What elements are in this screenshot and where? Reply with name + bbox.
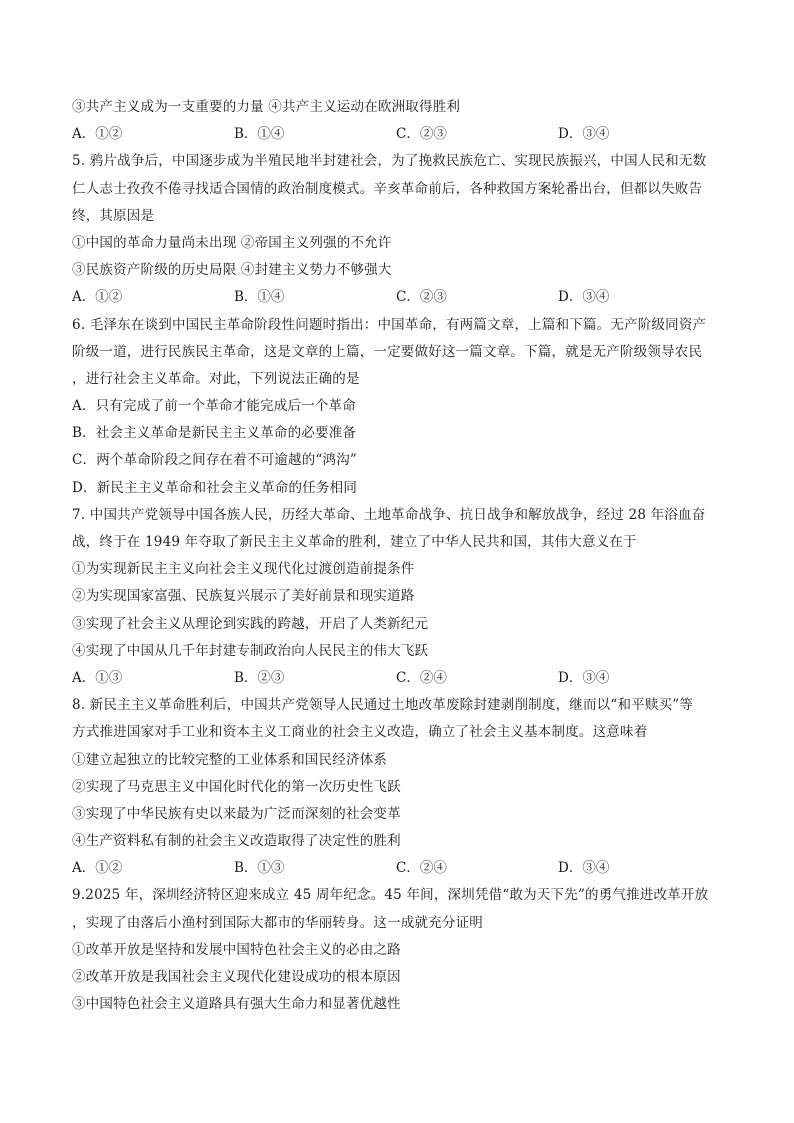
answer-option: D．③④ xyxy=(558,126,610,143)
answer-option: C．②④ xyxy=(396,860,447,877)
answer-options-row xyxy=(72,121,722,148)
text-line: 9.2025 年，深圳经济特区迎来成立 45 周年纪念。45 年间，深圳凭借“敢为天下先”的勇气推进改革开放 xyxy=(72,887,709,904)
answer-options-row xyxy=(72,665,722,692)
text-line: A．只有完成了前一个革命才能完成后一个革命 xyxy=(72,398,356,415)
text-line: ①中国的革命力量尚未出现 ②帝国主义列强的不允许 xyxy=(72,234,392,251)
answer-option: C．②④ xyxy=(396,669,447,686)
answer-option: A．①② xyxy=(72,289,123,306)
text-line: ②改革开放是我国社会主义现代化建设成功的根本原因 xyxy=(72,969,401,985)
answer-option: A．①③ xyxy=(72,669,123,686)
text-line: ①为实现新民主主义向社会主义现代化过渡创造前提条件 xyxy=(72,561,415,578)
text-line: 终，其原因是 xyxy=(72,207,155,224)
answer-option: D．③④ xyxy=(558,669,610,686)
text-line: ④生产资料私有制的社会主义改造取得了决定性的胜利 xyxy=(72,833,401,850)
text-line: 7. 中国共产党领导中国各族人民，历经大革命、土地革命战争、抗日战争和解放战争，经过 28 年浴血奋 xyxy=(72,506,706,523)
text-line: D．新民主主义革命和社会主义革命的任务相同 xyxy=(72,479,358,496)
answer-options-row xyxy=(72,284,722,311)
exam-page xyxy=(72,94,722,1018)
text-line: ②为实现国家富强、民族复兴展示了美好前景和现实道路 xyxy=(72,588,415,605)
text-line: 仁人志士孜孜不倦寻找适合国情的政治制度模式。辛亥革命前后，各种救国方案轮番出台，但都以失败告 xyxy=(72,180,703,197)
text-line: 5. 鸦片战争后，中国逐步成为半殖民地半封建社会，为了挽救民族危亡、实现民族振兴，中国人民和无数 xyxy=(72,153,707,170)
answer-option: B．②③ xyxy=(234,669,285,686)
text-line: 6. 毛泽东在谈到中国民主革命阶段性问题时指出：中国革命，有两篇文章，上篇和下篇。无产阶级同资产 xyxy=(72,316,707,333)
text-line: 阶级一道，进行民族民主革命，这是文章的上篇，一定要做好这一篇文章。下篇，就是无产阶级领导农民 xyxy=(72,343,703,360)
answer-option: B．①③ xyxy=(234,860,285,877)
text-line: ③中国特色社会主义道路具有强大生命力和显著优越性 xyxy=(72,996,401,1013)
text-line: ③民族资产阶级的历史局限 ④封建主义势力不够强大 xyxy=(72,262,392,279)
text-line: ①改革开放是坚持和发展中国特色社会主义的必由之路 xyxy=(72,941,401,958)
text-line: ，实现了由落后小渔村到国际大都市的华丽转身。这一成就充分证明 xyxy=(72,914,483,931)
text-line: 战，终于在 1949 年夺取了新民主主义革命的胜利，建立了中华人民共和国，其伟大意义在于 xyxy=(72,534,637,550)
text-line: ②实现了马克思主义中国化时代化的第一次历史性飞跃 xyxy=(72,778,401,795)
answer-option: C．②③ xyxy=(396,289,447,306)
text-line: ①建立起独立的比较完整的工业体系和国民经济体系 xyxy=(72,751,388,768)
answer-options-row xyxy=(72,855,722,882)
text-line: ③共产主义成为一支重要的力量 ④共产主义运动在欧洲取得胜利 xyxy=(72,99,461,115)
text-line: C．两个革命阶段之间存在着不可逾越的“鸿沟” xyxy=(72,452,358,469)
text-line: ，进行社会主义革命。对此，下列说法正确的是 xyxy=(72,370,360,387)
answer-option: A．①② xyxy=(72,860,123,877)
answer-option: C．②③ xyxy=(396,126,447,143)
text-line: B．社会主义革命是新民主主义革命的必要准备 xyxy=(72,425,357,442)
text-line: ③实现了社会主义从理论到实践的跨越，开启了人类新纪元 xyxy=(72,615,429,632)
text-line: ③实现了中华民族有史以来最为广泛而深刻的社会变革 xyxy=(72,805,401,822)
text-line: ④实现了中国从几千年封建专制政治向人民民主的伟大飞跃 xyxy=(72,642,429,659)
answer-option: D．③④ xyxy=(558,860,610,877)
answer-option: D．③④ xyxy=(558,289,610,306)
answer-option: B．①④ xyxy=(234,289,285,306)
answer-option: A．①② xyxy=(72,126,123,143)
text-line: 8. 新民主主义革命胜利后，中国共产党领导人民通过土地改革废除封建剥削制度，继而以“和平赎买”等 xyxy=(72,697,694,714)
text-line: 方式推进国家对手工业和资本主义工商业的社会主义改造，确立了社会主义基本制度。这意味着 xyxy=(72,724,648,741)
answer-option: B．①④ xyxy=(234,126,285,143)
